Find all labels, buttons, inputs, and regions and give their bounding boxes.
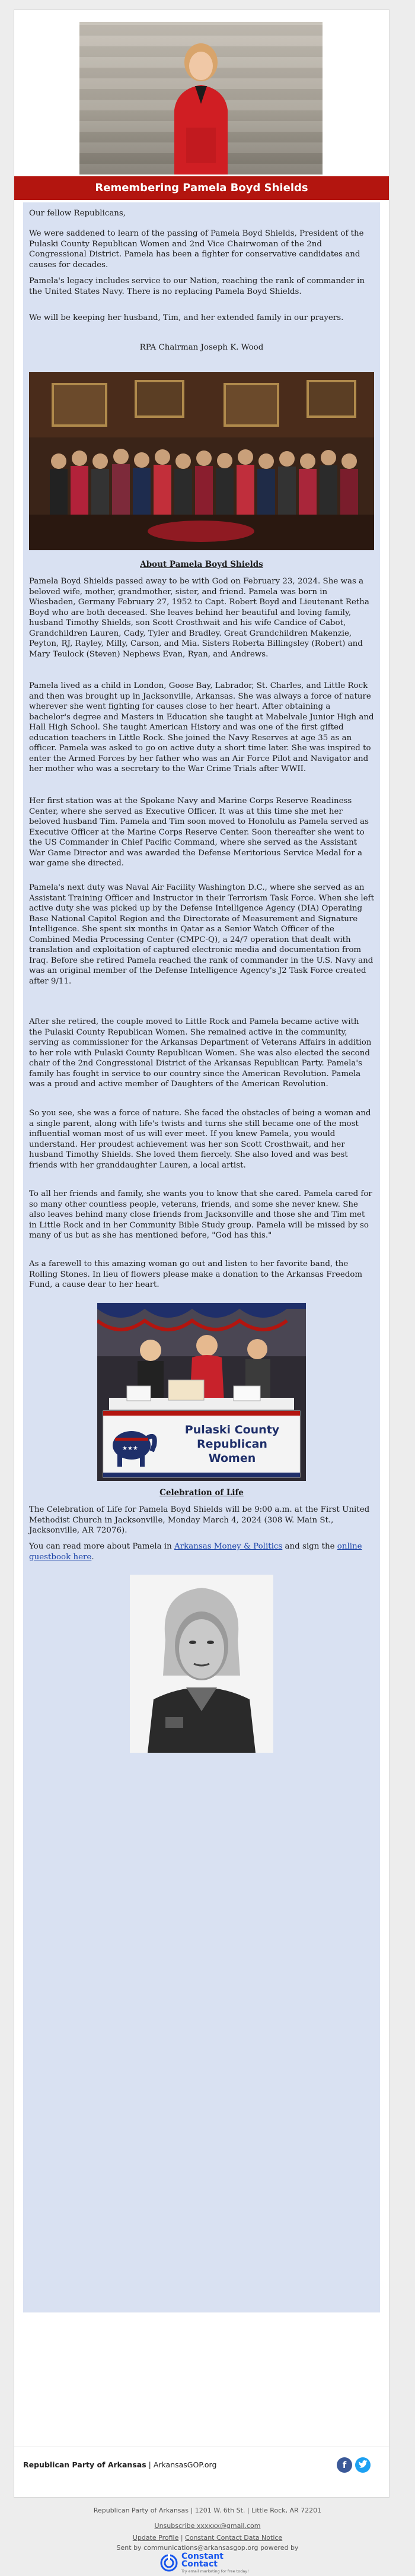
footer-site: ArkansasGOP.org bbox=[153, 2460, 217, 2469]
footer-sent-by: Sent by communications@arkansasgop.org powered by bbox=[116, 2544, 299, 2552]
event-photo bbox=[97, 1303, 306, 1481]
about-paragraph: So you see, she was a force of nature. She faced the obstacles of being a woman and a single parent, along with life's twists and turns she still became one of the most influential woman most of us will ever meet. If you knew Pamela, you would understand. Her proudest achievement was her son Scott Crosthwait, and her husband Timothy Shields. She loved them fiercely. She also loved and was best friends with her granddaughter Lauren, a local artist. bbox=[29, 1109, 371, 1170]
about-paragraph: Pamela Boyd Shields passed away to be with God on February 23, 2024. She was a beloved wife, mother, grandmother, sister, and friend. Pamela was born in Wiesbaden, Germany February 27, 1952 to Capt. Robert Boyd and Lieutenant Retha Boyd who are both deceased. She leaves behind her beautiful and loving family, husband Timothy Shields, son Scott Crosthwait and his wife Candice of Cabot, Grandchildren Lauren, Cady, Tyler and Bradley. Great Grandchildren Makenzie, Peyton, RJ, Rayley, Milly, Carson, and Mia. Sisters Roberta Billingsley (Robert) and Mary Teulock (Steven) Nephews Evan, Ryan, and Andrews. bbox=[29, 577, 369, 659]
about-paragraph: As a farewell to this amazing woman go out and listen to her favorite band, the Rolling Stones. In lieu of flowers please make a donation to the Arkansas Freedom Fund, a cause dear to her heart. bbox=[29, 1260, 363, 1289]
group-photo bbox=[29, 372, 374, 550]
read-more-text: and sign the bbox=[282, 1542, 337, 1551]
footer-links-row bbox=[0, 2534, 415, 2542]
facebook-icon[interactable]: f bbox=[337, 2457, 352, 2473]
data-notice-link[interactable]: Constant Contact Data Notice bbox=[185, 2534, 283, 2542]
read-more-paragraph bbox=[29, 1541, 374, 1562]
letter-paragraph: Pamela's legacy includes service to our Nation, reaching the rank of commander in the United States Navy. There is no replacing Pamela Boyd Shields. bbox=[29, 277, 365, 296]
unsubscribe-link[interactable]: Unsubscribe xxxxxx@gmail.com bbox=[154, 2522, 261, 2530]
cc-word: Contact bbox=[181, 2559, 218, 2569]
bw-portrait bbox=[130, 1575, 273, 1753]
footer-notice-separator: | bbox=[178, 2534, 186, 2542]
card-footer bbox=[14, 2447, 389, 2483]
banner-text bbox=[162, 1423, 302, 1465]
footer-separator: | bbox=[146, 2460, 154, 2469]
celebration-heading: Celebration of Life bbox=[159, 1488, 244, 1498]
banner-line: Republican bbox=[197, 1438, 267, 1451]
about-paragraph: After she retired, the couple moved to Little Rock and Pamela became active with the Pulaski County Republican Women. She remained active in the community, serving as commissioner for the Arkansas Department of Veterans Affairs in addition to her role with Pulaski County Republican Women. She was also elected the second chair of the 2nd Congressional District of the Arkansas Republican Party. Pamela's family has fought in service to our country since the American Revolution. Pamela was a proud and active member of Daughters of the American Revolution. bbox=[29, 1017, 372, 1089]
portrait-figure bbox=[162, 39, 240, 175]
about-paragraph: Her first station was at the Spokane Navy and Marine Corps Reserve Readiness Center, where she served as Executive Officer. It was at this time she met her beloved husband Tim. Pamela and Tim soon moved to Honolulu as Pamela served as Executive Officer at the Marine Corps Reserve Center. Soon thereafter she went to the US Commander in Chief Pacific Command, where she served as the Assistant War Game Director and was awarded the Defense Meritorious Service Medal for a war game she directed. bbox=[29, 797, 369, 868]
letter-paragraph: We were saddened to learn of the passing of Pamela Boyd Shields, President of the Pulaski County Republican Women and 2nd Vice Chairwoman of the 2nd Congressional District. Pamela has been a fighter for conservative candidates and causes for decades. bbox=[29, 229, 364, 269]
read-more-text: You can read more about Pamela in bbox=[29, 1542, 175, 1551]
constant-contact-icon bbox=[160, 2554, 178, 2572]
salutation: Our fellow Republicans, bbox=[29, 209, 126, 218]
page-title: Remembering Pamela Boyd Shields bbox=[14, 176, 389, 200]
footer-org bbox=[23, 2460, 216, 2469]
about-paragraph: Pamela lived as a child in London, Goose Bay, Labrador, St. Charles, and Little Rock and then was brought up in Jacksonville, Arkansas. She was always a force of nature wherever she went fighting for causes close to her heart. After obtaining a bachelor's degree and Masters in Education she taught at Mabelvale Junior High and Hall High School. She taught American History and was one of the first gifted education teachers in Little Rock. She joined the Navy Reserves at age 35 as an officer. Pamela was asked to go on active duty a short time later. She was inspired to enter the Armed Forces by her father who was an Air Force Pilot and Navigator and her mother who was a secretary to the War Crime Trials after WWII. bbox=[29, 681, 374, 773]
signature: RPA Chairman Joseph K. Wood bbox=[139, 343, 264, 352]
svg-text:★★★: ★★★ bbox=[122, 1445, 138, 1452]
constant-contact-wordmark bbox=[181, 2553, 224, 2568]
banner-line: Women bbox=[208, 1452, 256, 1465]
cc-tagline: Try email marketing for free today! bbox=[181, 2569, 249, 2574]
letter-paragraph: We will be keeping her husband, Tim, and her extended family in our prayers. bbox=[29, 313, 344, 322]
about-paragraph: Pamela's next duty was Naval Air Facility Washington D.C., where she served as an Assistant Training Officer and Instructor in their Terrorism Task Force. When she left active duty she was picked up by the Defense Intelligence Agency (DIA) Operating Base National Capitol Region and the Directorate of Measurement and Signature Intelligence. She spent six months in Qatar as a Senior Watch Officer of the Combined Media Processing Center (CMPC-Q), a 24/7 operation that dealt with translation and exploitation of captured electronic media and documentation from Iraq. Before she retired Pamela reached the rank of commander in the U.S. Navy and was an original member of the Defense Intelligence Agency's J2 Task Force created after 9/11. bbox=[29, 883, 374, 986]
constant-contact-logo[interactable] bbox=[160, 2552, 255, 2574]
about-paragraph: To all her friends and family, she wants you to know that she cared. Pamela cared for so many other countless people, veterans, friends, and some she never knew. She also leaves behind many close friends from Jacksonville and those she and Tim met in Little Rock and in her Community Bible Study group. Pamela will be missed by so many of us but as she has mentioned before, "God has this." bbox=[29, 1189, 372, 1240]
read-more-text: . bbox=[91, 1552, 94, 1562]
cc-word: Constant bbox=[181, 2552, 224, 2561]
arkansas-money-politics-link[interactable]: Arkansas Money & Politics bbox=[174, 1542, 283, 1551]
celebration-paragraph: The Celebration of Life for Pamela Boyd Shields will be 9:00 a.m. at the First United Methodist Church in Jacksonville, Monday March 4, 2024 (308 W. Main St., Jacksonville, AR 72076). bbox=[29, 1505, 370, 1535]
footer-address: Republican Party of Arkansas | 1201 W. 6th St. | Little Rock, AR 72201 bbox=[93, 2507, 322, 2514]
email-card bbox=[14, 9, 390, 2498]
guestbook-link[interactable]: online guestbook here bbox=[29, 1542, 362, 1562]
update-profile-link[interactable]: Update Profile bbox=[132, 2534, 179, 2542]
twitter-icon[interactable] bbox=[355, 2457, 371, 2473]
content-panel bbox=[23, 202, 380, 2312]
hero-portrait bbox=[79, 22, 323, 175]
footer-org-name: Republican Party of Arkansas bbox=[23, 2460, 146, 2469]
about-heading: About Pamela Boyd Shields bbox=[140, 560, 263, 569]
banner-line: Pulaski County bbox=[184, 1423, 280, 1436]
footer-unsubscribe-row bbox=[0, 2522, 415, 2530]
